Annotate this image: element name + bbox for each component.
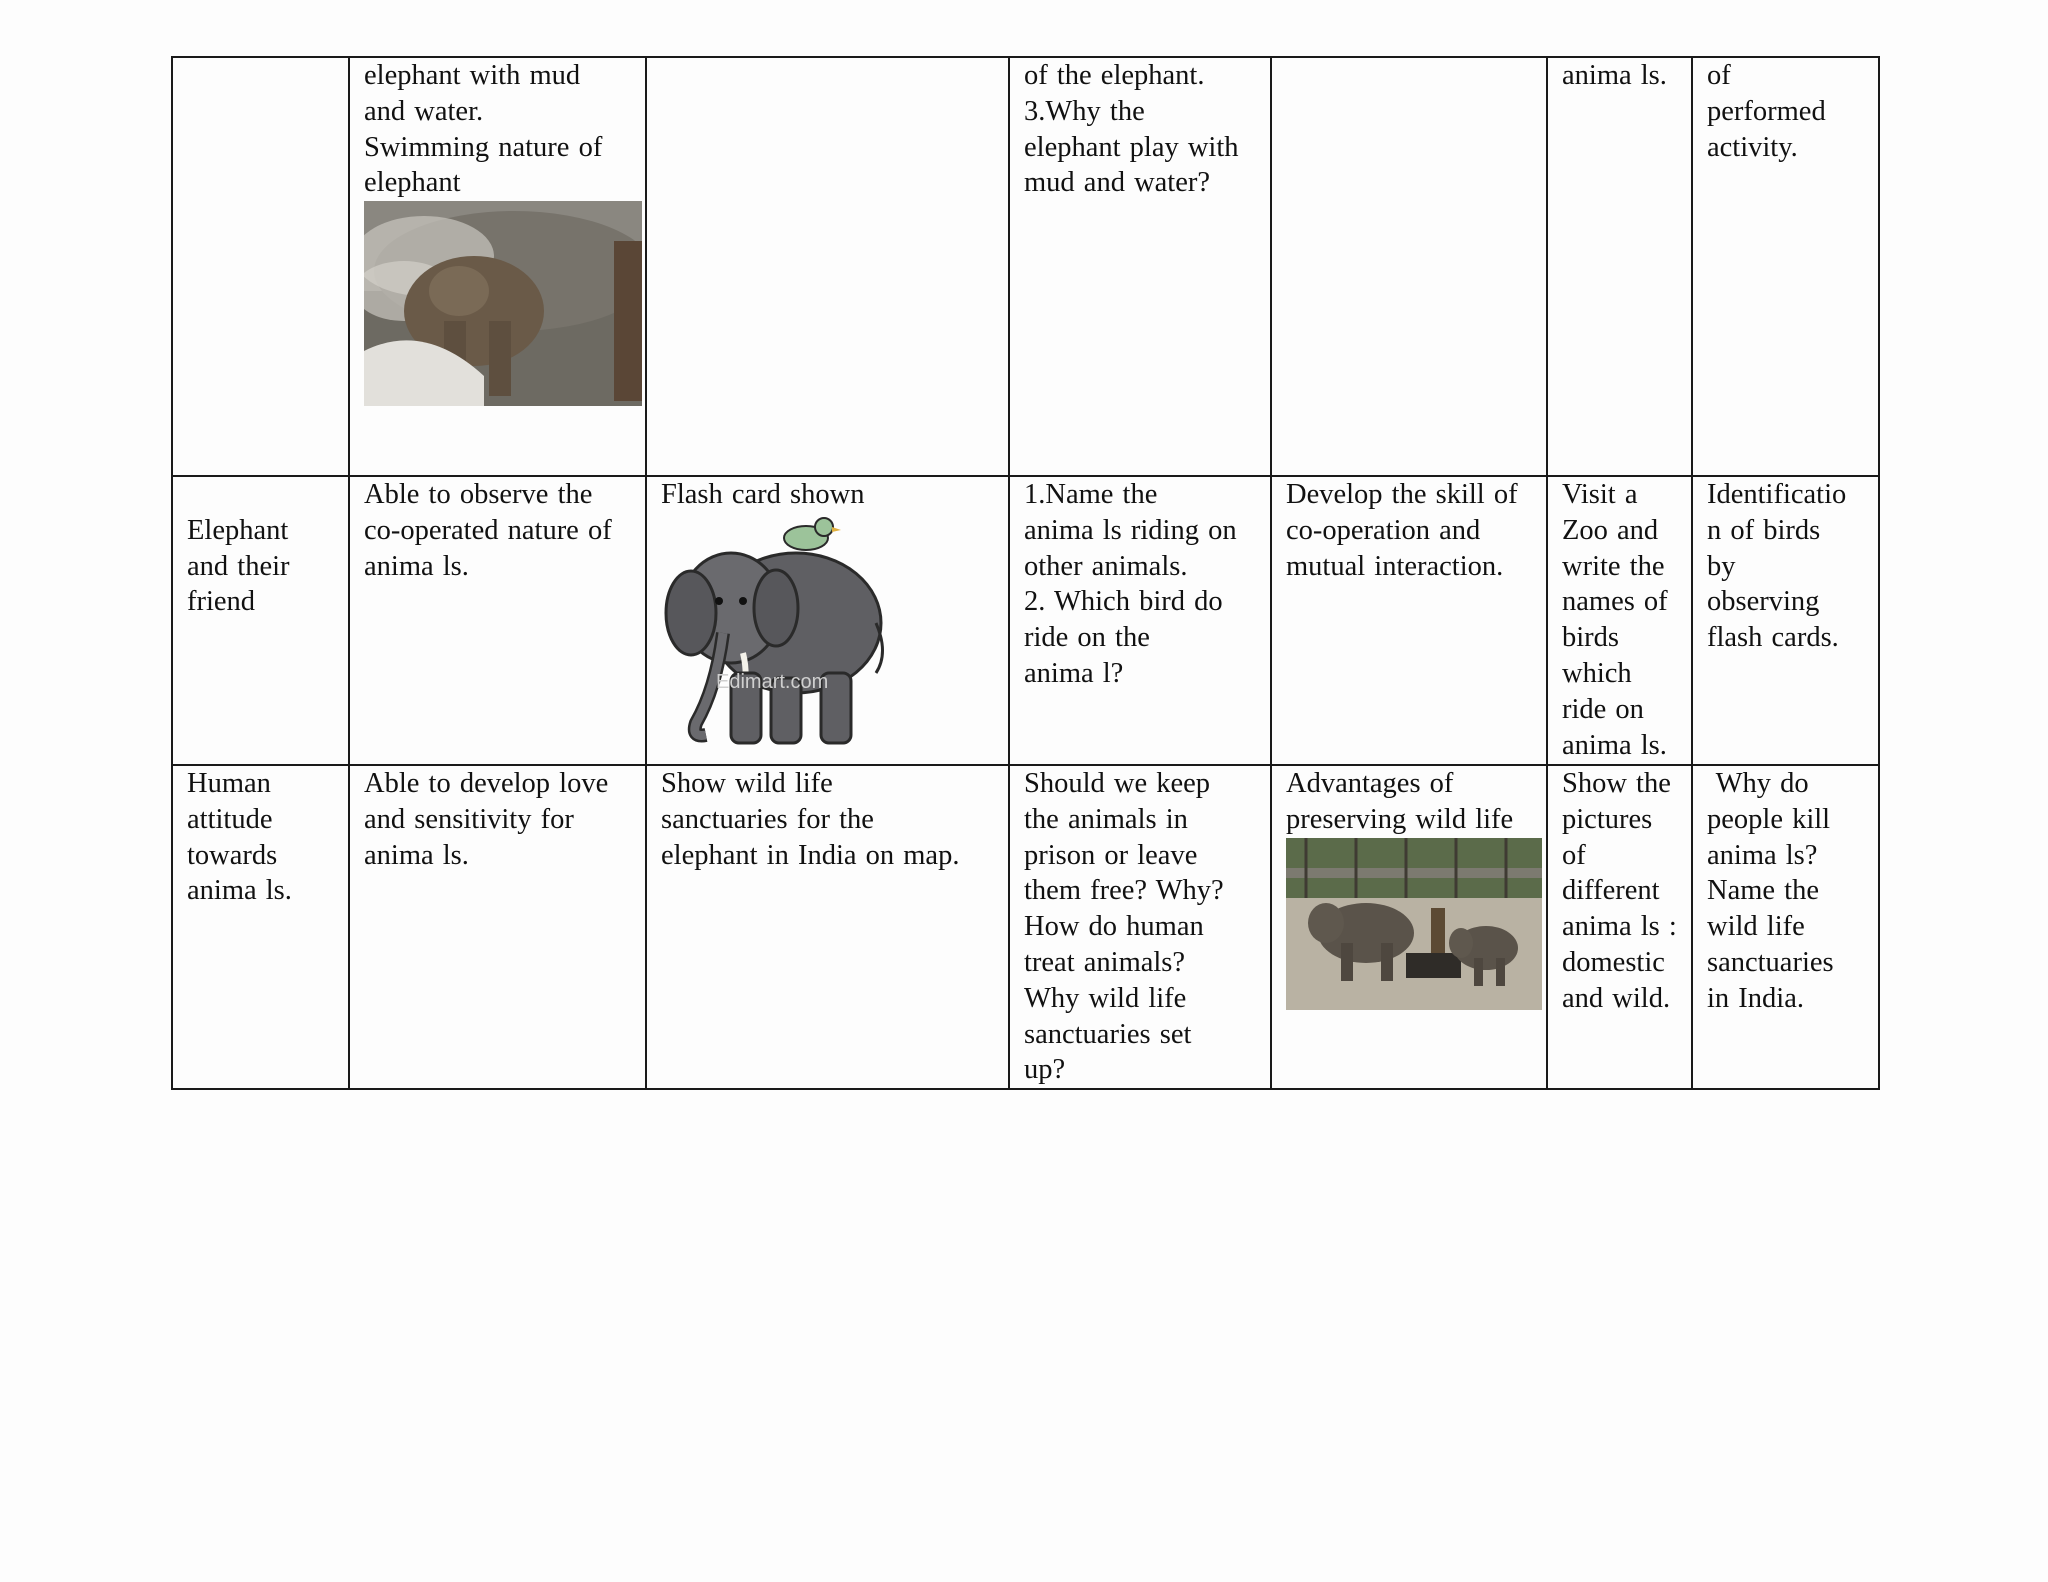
text-line: towards <box>187 839 278 871</box>
text-line: of <box>1707 60 1731 91</box>
cell-topic <box>172 57 349 476</box>
text-line: anima ls. <box>187 875 292 907</box>
text-line: the animals in <box>1024 803 1188 835</box>
text-line: people kill <box>1707 803 1831 835</box>
text-line: them free? Why? <box>1024 875 1224 907</box>
text-line: Should we keep <box>1024 768 1211 799</box>
text-line: elephant with mud <box>364 60 581 91</box>
text-line: elephant <box>364 167 461 199</box>
text-line: wild life <box>1707 911 1805 943</box>
text-line: sanctuaries <box>1707 946 1834 978</box>
text-line: ride on the <box>1024 622 1150 654</box>
text-line: and their <box>187 550 290 582</box>
table-row <box>172 765 1879 1089</box>
text-line: other animals. <box>1024 550 1188 582</box>
text-line: in India. <box>1707 982 1804 1014</box>
text-line: elephant play with <box>1024 131 1239 163</box>
text-line: Why wild life <box>1024 982 1187 1014</box>
spacer <box>187 477 334 513</box>
text-line: Develop the skill of <box>1286 479 1518 510</box>
text-line: Flash card shown <box>661 479 865 510</box>
text-line: Human <box>187 768 271 799</box>
text-line: Identificatio <box>1707 479 1847 510</box>
cell-objective <box>349 765 646 1089</box>
text-line: names of <box>1562 586 1668 618</box>
text-line: Swimming nature of <box>364 131 603 163</box>
text-line: Elephant <box>187 514 289 546</box>
cell-skill <box>1271 57 1547 476</box>
text-line: Show wild life <box>661 768 833 799</box>
text-line: of <box>1562 839 1586 871</box>
text-line: anima ls : <box>1562 911 1677 943</box>
text-line: 3.Why the <box>1024 95 1145 127</box>
cell-skill <box>1271 476 1547 765</box>
table-row <box>172 476 1879 765</box>
text-line: and water. <box>364 95 484 127</box>
cell-evaluation <box>1692 476 1879 765</box>
text-line: anima ls. <box>364 550 469 582</box>
cell-method <box>646 476 1009 765</box>
cell-questions <box>1009 57 1271 476</box>
cell-evaluation <box>1692 57 1879 476</box>
text-line: performed <box>1707 95 1826 127</box>
text-line: anima l? <box>1024 657 1124 689</box>
text-line: Able to develop love <box>364 768 609 799</box>
text-line: observing <box>1707 586 1820 618</box>
cell-topic <box>172 476 349 765</box>
text-line: attitude <box>187 803 273 835</box>
text-line: 1.Name the <box>1024 479 1158 510</box>
text-line: by <box>1707 550 1736 582</box>
text-line: anima ls. <box>364 839 469 871</box>
text-line: sanctuaries set <box>1024 1018 1192 1050</box>
text-line: activity. <box>1707 131 1798 163</box>
text-line: mud and water? <box>1024 167 1211 199</box>
text-line: up? <box>1024 1054 1066 1086</box>
text-line: anima ls? <box>1707 839 1818 871</box>
watermark-text: Edimart.com <box>716 670 829 693</box>
text-line: preserving wild life <box>1286 803 1514 835</box>
text-line: n of birds <box>1707 514 1821 546</box>
text-line: elephant in India on map. <box>661 839 960 871</box>
lesson-plan-table <box>171 56 1880 1090</box>
cell-objective <box>349 476 646 765</box>
cell-evaluation <box>1692 765 1879 1089</box>
text-line: which <box>1562 657 1632 689</box>
text-line: Show the <box>1562 768 1671 799</box>
text-line: write the <box>1562 550 1665 582</box>
cell-questions <box>1009 765 1271 1089</box>
text-line: co-operation and <box>1286 514 1481 546</box>
text-line: co-operated nature of <box>364 514 612 546</box>
text-line: and wild. <box>1562 982 1671 1014</box>
text-line: Advantages of <box>1286 768 1454 799</box>
text-line: domestic <box>1562 946 1665 978</box>
text-line: anima ls. <box>1562 60 1667 91</box>
text-line: How do human <box>1024 911 1204 943</box>
text-line: friend <box>187 586 256 618</box>
text-line: ride on <box>1562 693 1644 725</box>
text-line: mutual interaction. <box>1286 550 1504 582</box>
elephant-bird-flashcard <box>661 513 994 763</box>
text-line: Zoo and <box>1562 514 1659 546</box>
text-line: Why do <box>1707 768 1809 799</box>
text-line: prison or leave <box>1024 839 1198 871</box>
text-line: and sensitivity for <box>364 803 574 835</box>
cell-skill <box>1271 765 1547 1089</box>
table-row <box>172 57 1879 476</box>
text-line: sanctuaries for the <box>661 803 874 835</box>
text-line: pictures <box>1562 803 1653 835</box>
text-line: birds <box>1562 622 1619 654</box>
elephants-enclosure-photo <box>1286 838 1532 1010</box>
cell-method <box>646 57 1009 476</box>
elephant-mud-photo <box>364 201 631 406</box>
cell-topic <box>172 765 349 1089</box>
text-line: Visit a <box>1562 479 1638 510</box>
text-line: 2. Which bird do <box>1024 586 1223 618</box>
cell-activity <box>1547 57 1692 476</box>
text-line: of the elephant. <box>1024 60 1205 91</box>
text-line: treat animals? <box>1024 946 1186 978</box>
text-line: anima ls riding on <box>1024 514 1237 546</box>
text-line: anima ls. <box>1562 729 1667 761</box>
text-line: Able to observe the <box>364 479 593 510</box>
cell-method <box>646 765 1009 1089</box>
text-line: different <box>1562 875 1660 907</box>
text-line: flash cards. <box>1707 622 1839 654</box>
cell-questions <box>1009 476 1271 765</box>
cell-activity <box>1547 765 1692 1089</box>
text-line: Name the <box>1707 875 1819 907</box>
cell-objective <box>349 57 646 476</box>
cell-activity <box>1547 476 1692 765</box>
